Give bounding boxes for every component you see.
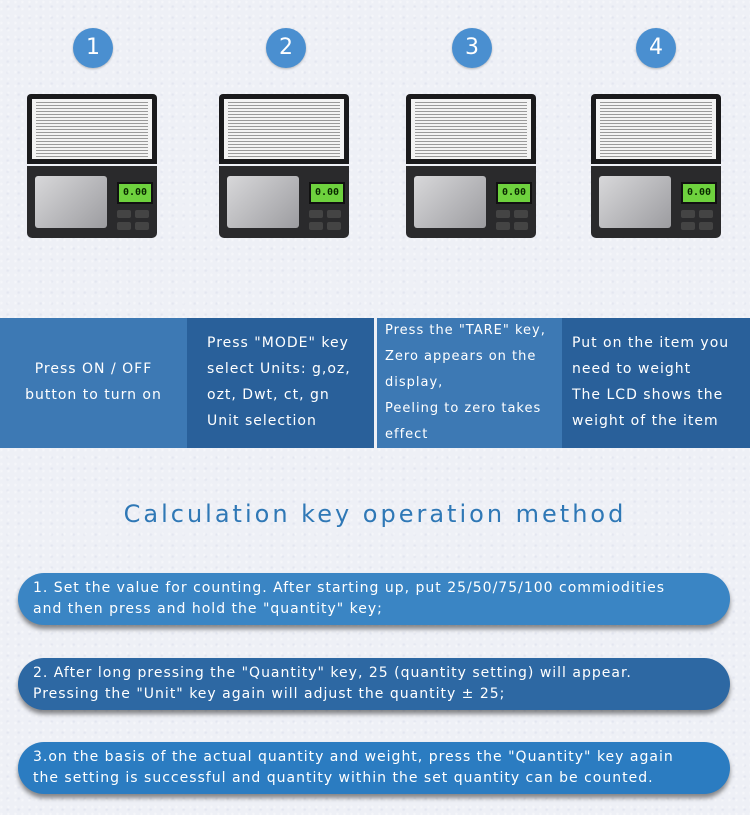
instruction-sheet [224, 99, 344, 159]
instruction-sheet [411, 99, 531, 159]
instruction-3-line: the setting is successful and quantity within the set quantity can be counted. [33, 770, 654, 786]
lcd-display: 0.00 [496, 182, 532, 204]
lcd-display: 0.00 [309, 182, 345, 204]
step-3-line: Press the "TARE" key, [385, 323, 546, 338]
step-3-line: Peeling to zero takes [385, 401, 542, 416]
step-3-number: 3 [452, 28, 492, 68]
step-2-line: Press "MODE" key [207, 335, 349, 351]
step-2-panel [187, 318, 374, 448]
lcd-display: 0.00 [117, 182, 153, 204]
scale-base [406, 166, 536, 238]
scale-lid [27, 94, 157, 164]
weighing-pan [35, 176, 107, 228]
scale-image-3 [406, 94, 536, 238]
step-1-line: button to turn on [25, 387, 162, 403]
step-4-line: The LCD shows the [572, 387, 724, 403]
step-1-panel [0, 318, 187, 448]
instruction-3-line: 3.on the basis of the actual quantity and weight, press the "Quantity" key again [33, 749, 674, 765]
scale-lid [406, 94, 536, 164]
step-4-line: Put on the item you [572, 335, 730, 351]
scale-image-1 [27, 94, 157, 238]
step-4-panel [562, 318, 750, 448]
scale-image-4 [591, 94, 721, 238]
step-2-line: ozt, Dwt, ct, gn [207, 387, 330, 403]
scale-lid [219, 94, 349, 164]
weighing-pan [599, 176, 671, 228]
step-3-line: Zero appears on the [385, 349, 537, 364]
step-2-line: select Units: g,oz, [207, 361, 351, 377]
instruction-sheet [596, 99, 716, 159]
step-4-number: 4 [636, 28, 676, 68]
instruction-1-line: 1. Set the value for counting. After starting up, put 25/50/75/100 commiodities [33, 580, 666, 596]
instruction-2-line: Pressing the "Unit" key again will adjust the quantity ± 25; [33, 686, 506, 702]
section-title: Calculation key operation method [123, 500, 627, 528]
step-4-line: weight of the item [572, 413, 719, 429]
instruction-3 [18, 742, 730, 794]
step-2-line: Unit selection [207, 413, 317, 429]
weighing-pan [414, 176, 486, 228]
step-1-number: 1 [73, 28, 113, 68]
step-1-line: Press ON / OFF [34, 361, 153, 377]
step-3-line: effect [385, 427, 429, 442]
scale-base [219, 166, 349, 238]
instruction-1-line: and then press and hold the "quantity" key; [33, 601, 383, 617]
weighing-pan [227, 176, 299, 228]
scale-base [27, 166, 157, 238]
scale-image-2 [219, 94, 349, 238]
lcd-display: 0.00 [681, 182, 717, 204]
scale-base [591, 166, 721, 238]
instruction-1 [18, 573, 730, 625]
instruction-sheet [32, 99, 152, 159]
step-4-line: need to weight [572, 361, 692, 377]
instruction-2 [18, 658, 730, 710]
step-2-number: 2 [266, 28, 306, 68]
step-3-panel [377, 318, 562, 448]
scale-lid [591, 94, 721, 164]
step-3-line: display, [385, 375, 444, 390]
instruction-2-line: 2. After long pressing the "Quantity" key, 25 (quantity setting) will appear. [33, 665, 632, 681]
